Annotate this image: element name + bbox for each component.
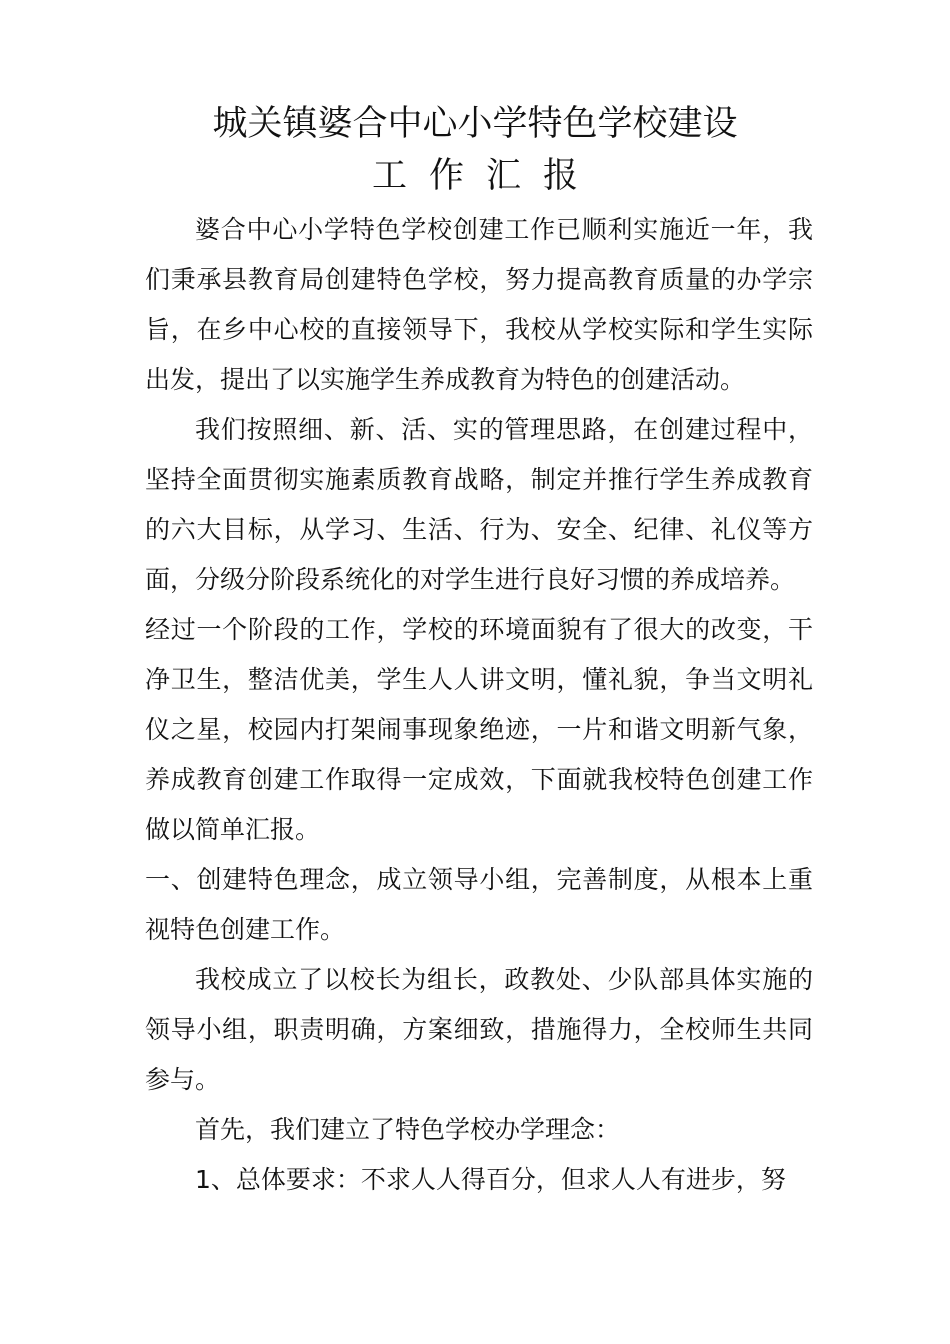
document-subtitle: 工作汇报 [371, 156, 600, 196]
document-body [145, 205, 813, 1205]
document-title: 城关镇婆合中心小学特色学校建设 [212, 104, 738, 144]
paragraph-approach: 我们按照细、新、活、实的管理思路，在创建过程中，坚持全面贯彻实施素质教育战略，制定并推行学生养成教育的六大目标，从学习、生活、行为、安全、纪律、礼仪等方面，分级分阶段系统化的对学生进行良好习惯的养成培养。 [145, 415, 813, 594]
paragraph-leadership: 我校成立了以校长为组长，政教处、少队部具体实施的领导小组，职责明确，方案细致，措施得力，全校师生共同参与。 [145, 965, 813, 1094]
section-heading-1: 一、创建特色理念，成立领导小组，完善制度，从根本上重视特色创建工作。 [145, 865, 813, 944]
paragraph-requirement-1: 1、总体要求：不求人人得百分，但求人人有进步，努 [195, 1165, 786, 1194]
paragraph-intro: 婆合中心小学特色学校创建工作已顺利实施近一年，我们秉承县教育局创建特色学校，努力提高教育质量的办学宗旨，在乡中心校的直接领导下，我校从学校实际和学生实际出发，提出了以实施学生养成教育为特色的创建活动。 [145, 215, 813, 394]
paragraph-results: 经过一个阶段的工作，学校的环境面貌有了很大的改变，干净卫生，整洁优美，学生人人讲文明，懂礼貌，争当文明礼仪之星，校园内打架闹事现象绝迹，一片和谐文明新气象，养成教育创建工作取得一定成效，下面就我校特色创建工作做以简单汇报。 [145, 615, 813, 844]
paragraph-philosophy-intro: 首先，我们建立了特色学校办学理念： [195, 1115, 621, 1144]
